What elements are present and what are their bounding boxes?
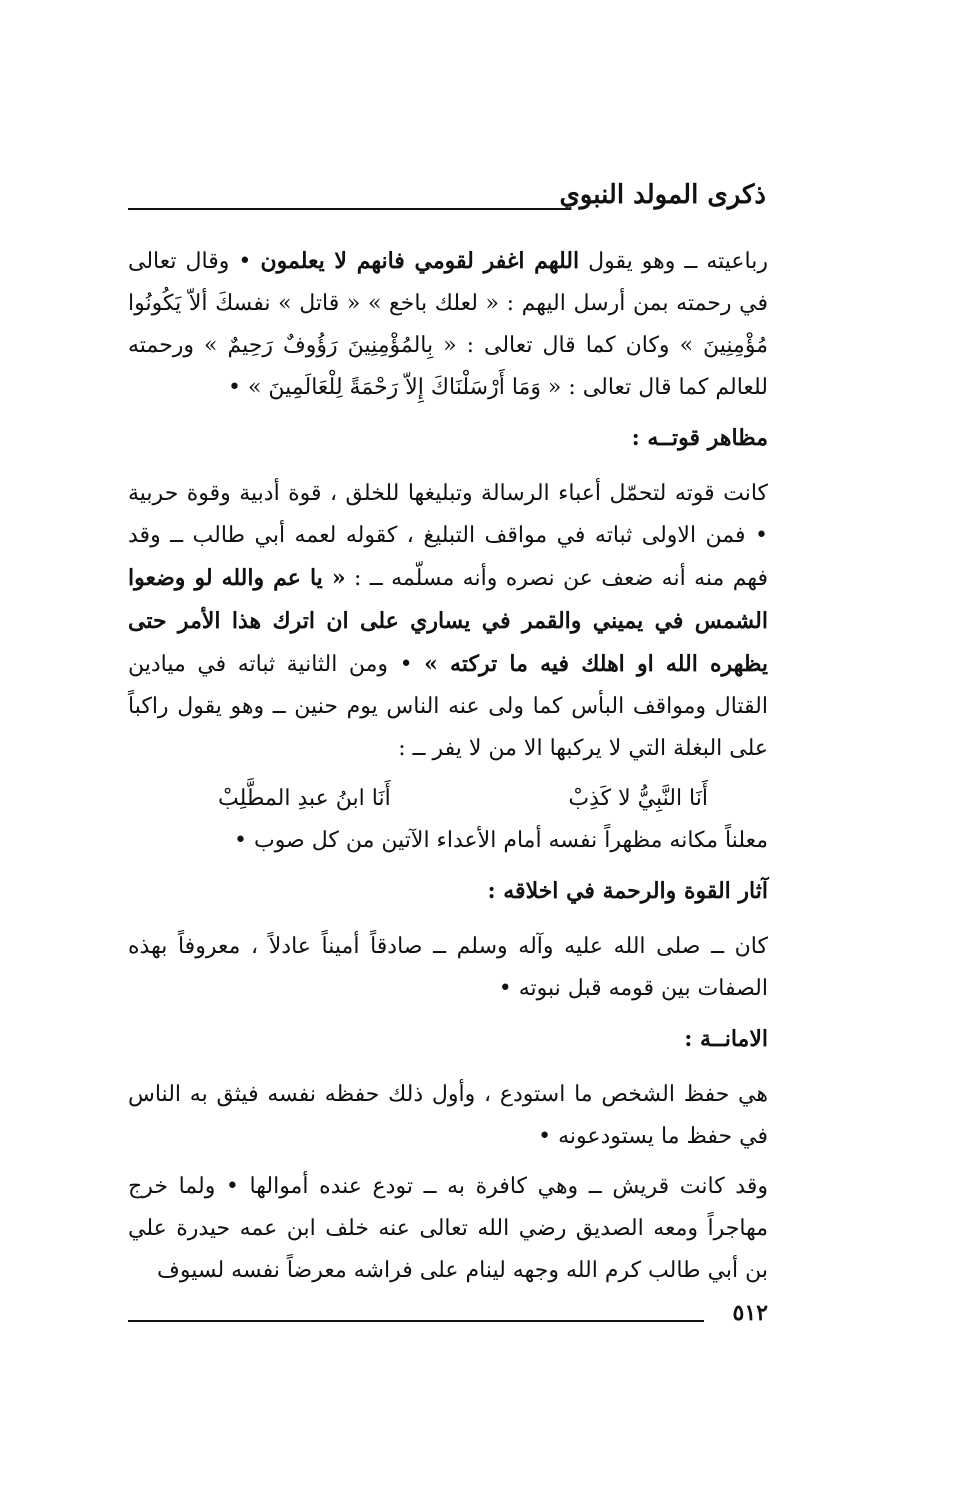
poetry-verse <box>128 778 768 820</box>
header-rule <box>128 208 570 210</box>
page-body <box>128 240 768 1300</box>
paragraph <box>128 240 768 409</box>
text-run: • وقال تعالى في رحمته بمن أرسل اليهم : « لعلك باخع » « قاتل » نفسكَ ألاّ يَكُونُوا مُؤْمِنِينَ » وكان كما قال تعالى : « بِالمُؤْمِنِينَ رَؤُوفٌ رَحِيمٌ » ورحمته للعالم كما قال تعالى : « وَمَا أَرْسَلْنَاكَ إِلاّ رَحْمَةً لِلْعَالَمِينَ » • <box>128 249 768 400</box>
verse-hemistich-right: أَنَا النَّبِيُّ لا كَذِبْ <box>568 786 708 811</box>
paragraph: كان ــ صلى الله عليه وآله وسلم ــ صادقاً أميناً عادلاً ، معروفاً بهذه الصفات بين قومه قبل نبوته • <box>128 934 768 1001</box>
running-header <box>128 180 766 220</box>
verse-hemistich-left: أَنَا ابنُ عبدِ المطَّلِبْ <box>218 786 391 811</box>
section-heading: آثار القوة والرحمة في اخلاقه : <box>487 878 768 904</box>
footer-rule <box>128 1320 704 1322</box>
text-run: رباعيته ــ وهو يقول <box>579 249 769 274</box>
paragraph: معلناً مكانه مظهراً نفسه أمام الأعداء الآتين من كل صوب • <box>234 828 768 853</box>
page-footer <box>128 1300 768 1330</box>
paragraph: هي حفظ الشخص ما استودع ، وأول ذلك حفظه نفسه فيثق به الناس في حفظ ما يستودعونه • <box>128 1082 768 1149</box>
text-run: • ومن الثانية ثباته في ميادين القتال ومواقف البأس كما ولى عنه الناس يوم حنين ــ وهو يقول راكباً على البغلة التي لا يركبها الا من لا يفر ــ : <box>128 652 768 761</box>
page-number: ٥١٢ <box>732 1300 768 1326</box>
paragraph <box>128 473 768 770</box>
text-run: كانت قوته لتحمّل أعباء الرسالة وتبليغها للخلق ، قوة أدبية وقوة حربية • فمن الاولى ثباته في مواقف التبليغ ، كقوله لعمه أبي طالب ــ وقد فهم منه أنه ضعف عن نصره وأنه مسلّمه ــ : <box>128 481 769 591</box>
section-heading: مظاهر قوتــه : <box>631 425 768 451</box>
running-title: ذكرى المولد النبوي <box>559 180 766 210</box>
paragraph: وقد كانت قريش ــ وهي كافرة به ــ تودع عنده أموالها • ولما خرج مهاجراً ومعه الصديق رضي الله تعالى عنه خلف ابن عمه حيدرة علي بن أبي طالب كرم الله وجهه لينام على فراشه معرضاً نفسه لسيوف <box>128 1174 768 1283</box>
bold-quote: « يا عم والله لو وضعوا الشمس في يميني والقمر في يساري على ان اترك هذا الأمر حتى يظهره الله او اهلك فيه ما تركته » <box>128 565 768 677</box>
section-heading: الامانــة : <box>684 1026 768 1052</box>
bold-quote: اللهم اغفر لقومي فانهم لا يعلمون <box>260 248 580 274</box>
